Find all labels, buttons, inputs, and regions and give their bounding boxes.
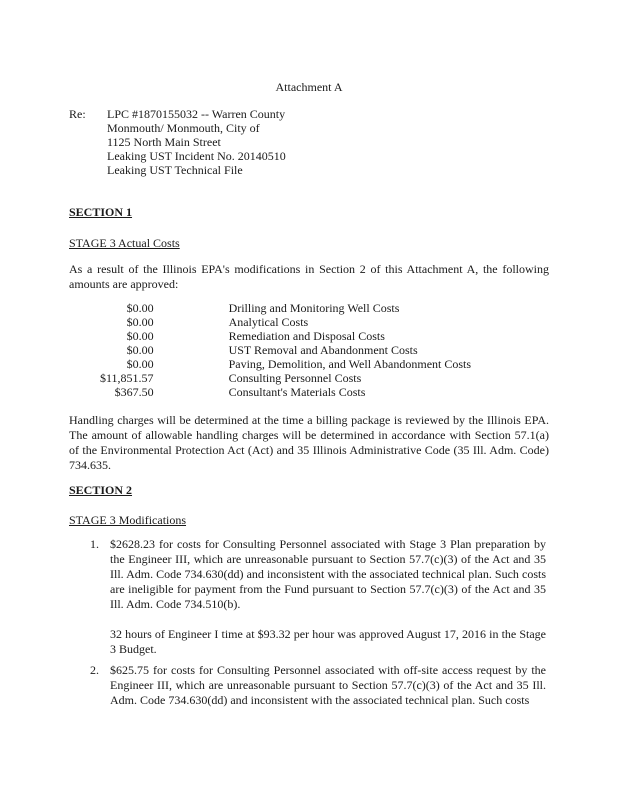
list-item-body	[110, 663, 546, 708]
re-label: Re:	[69, 107, 86, 121]
section1-intro: As a result of the Illinois EPA's modifications in Section 2 of this Attachment A, the following amounts are approved:	[69, 262, 549, 291]
cost-row	[100, 385, 471, 399]
list-item-number: 2.	[90, 663, 99, 677]
re-line-file: Leaking UST Technical File	[107, 163, 243, 177]
re-line-location: Monmouth/ Monmouth, City of	[107, 121, 260, 135]
cost-amount: $0.00	[126, 329, 154, 343]
cost-row	[100, 343, 471, 357]
list-item-paragraph: $2628.23 for costs for Consulting Personnel associated with Stage 3 Plan preparation by the Engineer III, which are unreasonable pursuant to Section 57.7(c)(3) of the Act and 35 Ill. Adm. Code 734.630(dd) and inconsistent with the associated technical plan. Such costs are ineligible for payment from the Fund pursuant to Section 57.7(c)(3) of the Act and 35 Ill. Adm. Code 734.510(b).	[110, 537, 546, 611]
cost-label: Analytical Costs	[228, 315, 309, 329]
cost-label: Consulting Personnel Costs	[228, 371, 362, 385]
cost-row	[100, 301, 471, 315]
cost-amount: $367.50	[114, 385, 154, 399]
section2-heading: SECTION 2	[69, 483, 133, 497]
re-line-lpc: LPC #1870155032 -- Warren County	[107, 107, 286, 121]
list-item-note: 32 hours of Engineer I time at $93.32 per hour was approved August 17, 2016 in the Stage 3 Budget.	[110, 627, 546, 656]
list-item-body	[110, 537, 546, 657]
cost-label: Remediation and Disposal Costs	[228, 329, 385, 343]
handling-charges-paragraph: Handling charges will be determined at the time a billing package is reviewed by the Illinois EPA. The amount of allowable handling charges will be determined in accordance with Section 57.1(a) of the Environmental Protection Act (Act) and 35 Illinois Administrative Code (35 Ill. Adm. Code) 734.635.	[69, 413, 549, 472]
cost-amount: $0.00	[126, 357, 154, 371]
list-item-paragraph: $625.75 for costs for Consulting Personnel associated with off-site access request by the Engineer III, which are unreasonable pursuant to Section 57.7(c)(3) of the Act and 35 Ill. Adm. Code 734.630(dd) and inconsistent with the associated technical plan. Such costs	[110, 663, 546, 707]
cost-row	[100, 371, 471, 385]
cost-label: Consultant's Materials Costs	[228, 385, 366, 399]
re-line-incident: Leaking UST Incident No. 20140510	[107, 149, 286, 163]
list-item-number: 1.	[90, 537, 99, 551]
cost-amount: $0.00	[126, 301, 154, 315]
section1-heading: SECTION 1	[69, 205, 133, 219]
cost-amount: $11,851.57	[100, 371, 154, 385]
cost-row	[100, 329, 471, 343]
cost-label: UST Removal and Abandonment Costs	[228, 343, 418, 357]
section1-subheading: STAGE 3 Actual Costs	[69, 236, 180, 250]
cost-label: Paving, Demolition, and Well Abandonment Costs	[228, 357, 472, 371]
cost-label: Drilling and Monitoring Well Costs	[228, 301, 400, 315]
section2-subheading: STAGE 3 Modifications	[69, 513, 187, 527]
cost-amount: $0.00	[126, 343, 154, 357]
re-lines	[107, 107, 286, 177]
re-line-address: 1125 North Main Street	[107, 135, 221, 149]
approved-costs-table	[100, 301, 471, 399]
cost-row	[100, 357, 471, 371]
attachment-title: Attachment A	[275, 80, 343, 94]
cost-row	[100, 315, 471, 329]
cost-amount: $0.00	[126, 315, 154, 329]
